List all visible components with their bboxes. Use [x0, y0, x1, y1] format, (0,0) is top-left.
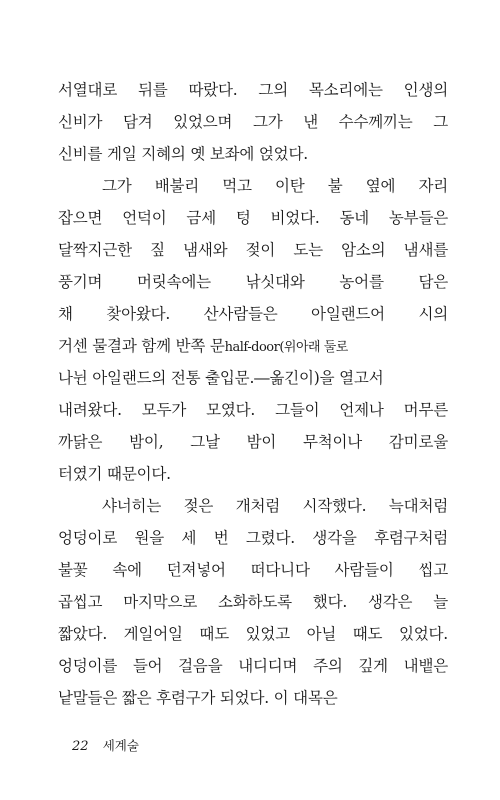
- text-line: 곱씹고 마지막으로 소화하도록 했다. 생각은 늘: [58, 593, 448, 611]
- text-segment: 거센 물결과 함께 반쪽 문: [58, 337, 225, 355]
- text-line: 내려왔다. 모두가 모였다. 그들이 언제나 머무른: [58, 401, 448, 419]
- page-number: 22: [72, 739, 89, 754]
- paragraph-start-line: 그가 배불리 먹고 이탄 불 옆에 자리: [102, 177, 448, 195]
- body-text: [58, 74, 448, 714]
- text-line: 채 찾아왔다. 산사람들은 아일랜드어 시의: [58, 305, 448, 323]
- text-line: 터였기 때문이다.: [58, 465, 171, 483]
- text-line: 달짝지근한 짚 냄새와 젖이 도는 암소의 냄새를: [58, 241, 448, 259]
- text-line: 짧았다. 게일어일 때도 있었고 아닐 때도 있었다.: [58, 625, 448, 643]
- text-line: 신비가 담겨 있었으며 그가 낸 수수께끼는 그: [58, 113, 448, 131]
- text-line: 풍기며 머릿속에는 낚싯대와 농어를 담은: [58, 273, 448, 291]
- page-footer: [72, 736, 139, 757]
- text-line: 불꽃 속에 던져넣어 떠다니다 사람들이 씹고: [58, 561, 448, 579]
- text-line: 신비를 게일 지혜의 옛 보좌에 얹었다.: [58, 145, 308, 163]
- text-line: 잡으면 언덕이 금세 텅 비었다. 동네 농부들은: [58, 209, 448, 227]
- text-line: 엉덩이를 들어 걸음을 내디디며 주의 깊게 내뱉은: [58, 657, 448, 675]
- text-line-with-note: [58, 330, 448, 362]
- translator-note: half-door(위아래 둘로: [224, 340, 348, 355]
- translator-note-line: 나뉜 아일랜드의 전통 출입문.―옮긴이)을 열고서: [58, 369, 384, 387]
- text-line: 낱말들은 짧은 후렴구가 되었다. 이 대목은: [58, 689, 338, 707]
- text-line: 까닭은 밤이, 그날 밤이 무척이나 감미로울: [58, 433, 448, 451]
- running-title: 세계술: [102, 738, 139, 753]
- paragraph-start-line: 샤너히는 젖은 개처럼 시작했다. 늑대처럼: [102, 497, 448, 515]
- text-line: 서열대로 뒤를 따랐다. 그의 목소리에는 인생의: [58, 81, 448, 99]
- text-line: 엉덩이로 원을 세 번 그렸다. 생각을 후렴구처럼: [58, 529, 448, 547]
